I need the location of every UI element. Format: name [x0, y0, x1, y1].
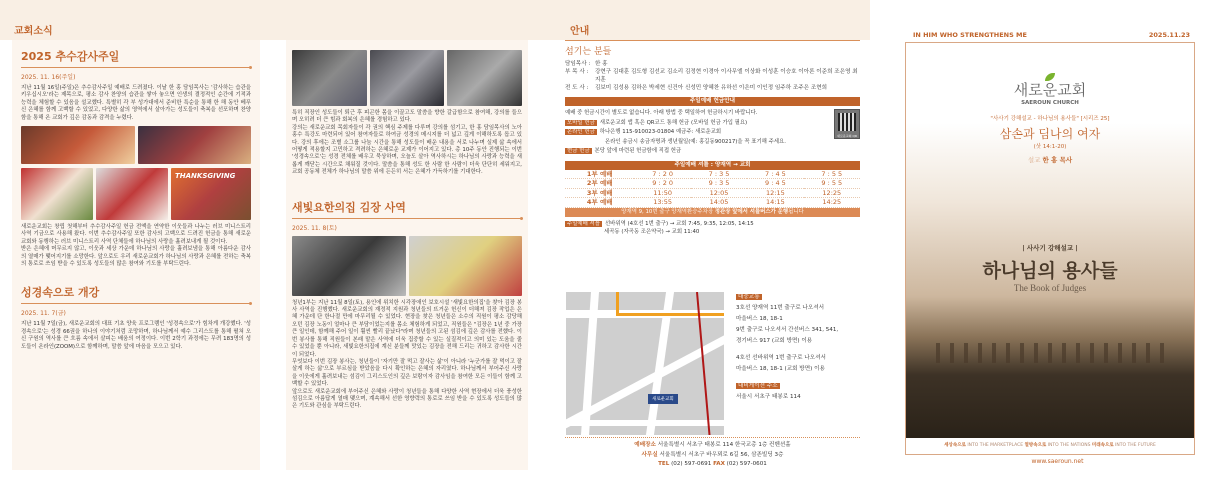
vision-en: INTO THE NATIONS — [1046, 443, 1092, 448]
service-name: 4부 예배 — [565, 198, 634, 208]
departure-time: 14:15 — [747, 198, 803, 208]
cover-page — [870, 0, 1220, 478]
news-column-2 — [286, 40, 528, 470]
transit-line: 마을버스 18, 18-1 — [736, 316, 783, 322]
info-section-title: 안내 — [570, 26, 590, 37]
article-title: 성경속으로 개강 — [21, 284, 251, 304]
photo — [171, 168, 251, 220]
info-divider — [565, 40, 860, 41]
article-text: 강의는 새로운교회 목회자들이 각 권의 핵심 주제를 다루며 강의를 섬기고, 한 홍 담임목사의 노아 홍수 특강도 마련되어 있어 참여자들로 하여금 성경의 메시지를 더 넓고 깊게 이해하도록 돕고 있다. 강의 후에는 조별 소그룹 나눔 시간을 통해 성도들이 배운 내용을 서로 나누며 실제 삶 속에서 어떻게 적용할지 고민하고 격려하는 은혜로운 교제가 이어지고 있다. 총 10주 동안 진행되는 이번 '성경속으로'는 성경 전체를 배우고 묵상하며, 오늘도 살아 역사하시는 하나님의 사랑과 능력을 새롭게 깨닫는 시간으로 채워질 것이다. 말씀을 통해 성도 한 사람 한 사람이 더욱 단단히 세워지고, 교회 공동체 전체가 하나님의 말씀 위에 든든히 서는 은혜가 가득하기를 기대한다. — [292, 124, 522, 176]
server-names: 한 홍 — [595, 61, 608, 67]
shuttle-row — [565, 198, 860, 208]
departure-time: 7 : 2 0 — [634, 170, 690, 179]
article-text: 앞으로도 새로운교회에 부어주신 은혜와 사랑이 청년들을 통해 다양한 사역 현장에서 더욱 풍성한 섬김으로 아름답게 열매 맺으며, 계속해서 선한 영향력의 통로로 쓰임 받을 수 있도록 성도들의 많은 기도와 관심을 부탁드린다. — [292, 388, 522, 410]
transit-line: 4호선 선바위역 1번 출구로 나오셔서 — [736, 355, 826, 361]
contact-footer — [565, 437, 860, 470]
article-title: 2025 추수감사주일 — [21, 48, 251, 68]
offering-tag: 모바일 헌금 — [567, 119, 595, 126]
shuttle2-line: 선바위역 (4호선 1번 출구) → 교회 7:45, 9:35, 12:05, 14:15 — [604, 220, 754, 227]
photo — [447, 50, 522, 106]
church-logo: 새로운교회 — [1013, 81, 1087, 99]
church-marker: 새로운교회 — [648, 394, 678, 404]
departure-time: 12:25 — [804, 188, 860, 198]
departure-time: 9 : 4 5 — [747, 179, 803, 189]
label: 사무실 — [641, 451, 658, 458]
photo — [370, 50, 445, 106]
info-panel — [565, 44, 860, 237]
servers-title: 섬기는 분들 — [565, 47, 612, 57]
photo — [292, 236, 406, 296]
vision-en: INTO THE FUTURE — [1113, 443, 1156, 448]
transit-line: 경기버스 917 (교회 방면) 이용 — [736, 338, 813, 344]
departure-time: 13:55 — [634, 198, 690, 208]
cover-motto: IN HIM WHO STRENGTHENS ME — [913, 31, 1027, 39]
photo-caption: THANKSGIVING — [175, 172, 236, 181]
worship-address: 서울특별시 서초구 태봉로 114 한국교총 1층 컨벤션홀 — [655, 442, 791, 448]
article-date: 2025. 11. 16(주일) — [21, 74, 76, 81]
notice-highlight: 정관장 앞에서 셔틀버스가 운행 — [714, 208, 789, 215]
server-row — [565, 84, 860, 92]
article-date: 2025. 11. 8(토) — [292, 224, 337, 232]
article-text: 특히 직장인 성도들이 퇴근 후 피곤한 몸을 이끌고도 말씀을 향한 갈급함으로 참여해, 강의를 들으며 오히려 더 큰 힘과 회복의 은혜를 경험하고 있다. — [292, 110, 522, 124]
preacher: 한 홍 목사 — [1042, 156, 1073, 164]
sermon-title: 삼손과 딤나의 여자 — [999, 127, 1101, 141]
departure-time: 14:05 — [691, 198, 747, 208]
transit-line: 마을버스 18, 18-1 (교회 방면) 이용 — [736, 366, 825, 372]
transit-tag: 대중교통 — [738, 294, 760, 300]
departure-time: 7 : 5 5 — [804, 170, 860, 179]
departure-time: 12:15 — [747, 188, 803, 198]
shuttle2-tag: 주일예배 셔틀 — [567, 220, 600, 227]
directions — [736, 292, 866, 403]
vision-ko: 세상속으로 — [944, 443, 966, 448]
label: 예배장소 — [634, 442, 656, 448]
departure-time: 7 : 3 5 — [691, 170, 747, 179]
vision-en: INTO THE MARKETPLACE — [965, 443, 1025, 448]
offering-text: 본당 앞에 마련된 헌금함에 직접 헌금 — [594, 148, 682, 154]
photo — [21, 168, 93, 220]
offering-method — [565, 138, 860, 147]
offering-method — [565, 119, 860, 128]
article-text: 무엇보다 이번 김장 봉사는, 청년들이 '자기만 잘 먹고 잘사는 삶'이 아니라 '누군가를 잘 먹이고 잘 살게 하는 삶'으로 부르심을 받았음을 다시 확인하는 은혜의 자리였다. 하나님께서 부어주신 사랑을 이웃에게 흘려보내는 섬김이 그리스도인의 깊은 보람이자 감사임을 참여한 모든 이들이 함께 고백할 수 있었다. — [292, 358, 522, 388]
warriors-silhouette — [926, 343, 1174, 363]
nav-tag: 내비게이션 주소 — [738, 383, 778, 389]
service-name: 1부 예배 — [565, 170, 634, 179]
qr-label: 새로운교회 QR — [837, 134, 857, 138]
preacher-label: 설교 — [1027, 156, 1041, 164]
shuttle-row — [565, 188, 860, 198]
departure-time: 9 : 3 5 — [691, 179, 747, 189]
tel: (02) 597-0691 — [669, 461, 714, 467]
label: TEL — [658, 461, 670, 467]
shuttle-row — [565, 179, 860, 189]
location-map[interactable] — [566, 292, 724, 435]
shuttle-table — [565, 170, 860, 208]
transit-line: 9번 출구로 나오셔서 간선버스 341, 541, — [736, 327, 839, 333]
qr-code[interactable] — [834, 109, 860, 139]
offering-method — [565, 147, 860, 156]
offering-tag: 현금 헌금 — [567, 148, 590, 154]
series-subtitle: The Book of Judges — [1013, 283, 1087, 293]
departure-time: 11:50 — [634, 188, 690, 198]
server-role: 부 목 사 : — [565, 69, 589, 75]
church-logo-en: SAEROUN CHURCH — [1021, 100, 1079, 106]
departure-time: 9 : 5 5 — [804, 179, 860, 189]
departure-time: 12:05 — [691, 188, 747, 198]
server-row — [565, 68, 860, 84]
shuttle-row — [565, 170, 860, 179]
vision-statement — [906, 442, 1194, 448]
article-title: 새빛요한의집 김장 사역 — [292, 199, 522, 219]
offering-tag: 온라인 헌금 — [567, 129, 595, 135]
nav-address: 서울시 서초구 태봉로 114 — [736, 394, 801, 400]
news-column-1 — [12, 40, 260, 470]
shuttle-notice — [565, 208, 860, 217]
server-names: 강현구 김대훈 김도형 김선교 김소리 김정현 이경아 이사무엘 이상화 이성훈 이승호 이아론 이준희 조은영 최지훈 — [595, 69, 858, 83]
service-name: 2부 예배 — [565, 179, 634, 189]
article-text: 새로운교회는 창립 첫해부터 추수감사주일 헌금 전액을 연약한 이웃들과 나누는 러브 미니스트리 사역 기금으로 사용해 왔다. 이번 추수감사주일 또한 감사의 고백으로 드려진 헌금을 통해 새로운교회와 동행하는 러브 미니스트리 사역 단체들에 하나님의 사랑을 흘려보내게 될 것이다. — [21, 224, 251, 245]
transit-line: 3호선 양재역 11번 출구로 나오셔서 — [736, 305, 825, 311]
article-text: 지난 11월 16일(주일)은 추수감사주일 예배로 드려졌다. 이날 한 홍 담임목사는 '감사하는 습관을 키우십시오'라는 제목으로, 평소 감사 찬양의 습관을 쌓아 놓으면 인생의 결정적인 순간에 기적과 능력을 체험할 수 있음을 설교했다. 특별히 각 부 성가대에서 준비한 특순을 통해 한 해 동안 베푸신 은혜를 함께 고백할 수 있었고, 다양한 삶의 영역에서 살아가는 성도들이 축복을 선포하며 찬양함을 통해 온 교회가 깊은 감동과 감격을 누렸다. — [21, 85, 251, 121]
series-name: "사사기 강해설교 - 하나님의 용사들" [시리즈 25] — [990, 116, 1110, 122]
offering-intro: 예배 중 헌금시간이 별도로 없습니다. 아래 방법 중 택일하여 헌금하시기 바랍니다. — [565, 110, 758, 116]
cover-frame — [905, 42, 1195, 455]
service-name: 3부 예배 — [565, 188, 634, 198]
departure-time: 7 : 4 5 — [747, 170, 803, 179]
article-text: 청년1부는 지난 11월 8일(토), 용인에 위치한 시각장애인 보호시설 '새빛요한의집'을 찾아 김장 봉사 사역을 진행했다. 새로운교회의 재정적 지원과 청년들의 뜨거운 헌신이 더해져 김장 작업은 은혜 가운데 단 한나절 만에 마무리될 수 있었다. 현장을 찾은 청년들은 소수의 직원이 평소 감당해 오던 김장 노동이 얼마나 큰 부담이었는지를 몸소 체험하게 되었고, 직원들은 "김장은 1년 중 가장 큰 일인데, 함께해 주어 일이 훨씬 빨리 끝났다"라며 청년들의 고된 섬김에 깊은 감사를 전했다. 이번 봉사를 통해 직원들이 본래 맡은 사역에 더욱 집중할 수 있는 실질적이고 의미 있는 도움을 줄 수 있었을 뿐 아니라, 새빛요한의집에 계신 분들께 맛있는 김장을 전해 드리는 귀하고 감사한 시간이 되었다. — [292, 299, 522, 358]
departure-time: 9 : 2 0 — [634, 179, 690, 189]
departure-time: 14:25 — [804, 198, 860, 208]
shuttle2-line: 세곡동 (자곡동 조은약국) → 교회 11:40 — [604, 229, 700, 235]
shuttle-title: 주일예배 셔틀 : 양재역 → 교회 — [565, 161, 860, 170]
fax: (02) 597-0601 — [724, 461, 767, 467]
server-role: 담임목사 : — [565, 61, 591, 67]
vision-ko: 열방속으로 — [1024, 443, 1047, 448]
scripture: (삿 14:1-20) — [1033, 144, 1067, 150]
offering-text: 하나은행 115-910023-01804 예금주: 새로운교회 — [599, 129, 722, 135]
photo — [409, 236, 523, 296]
server-role: 전 도 사 : — [565, 85, 589, 91]
photo — [138, 126, 252, 164]
news-header-band — [0, 0, 530, 40]
server-names: 김보미 김성용 김하은 박세현 신건아 신성민 양혜찬 유하선 이은미 이인정 임주하 조주은 조현희 — [595, 85, 828, 91]
label: FAX — [713, 461, 725, 467]
article-text: 지난 11월 7일(금), 새로운교회의 대표 기초 양육 프로그램인 '성경속으로'가 힘차게 개강했다. '성경속으로'는 성경 66권을 하나의 이야기처럼 조망하며, 하나님께서 예수 그리스도를 통해 펼쳐 오신 구원의 역사를 큰 흐름 속에서 살피는 배움의 여정이다. 이번 2학기 과정에는 무려 183명의 성도들이 온라인(ZOOM)으로 함께하며, 말씀 앞에 마음을 모으고 있다. — [21, 321, 251, 350]
article-text: 받은 은혜에 머무르지 않고, 이웃과 세상 가운데 하나님의 사랑을 흘려보냄을 통해 아름다운 감사의 열매가 맺어지기를 소망한다. 앞으로도 우리 새로운교회가 하나님의 사랑과 은혜를 전하는 축복의 통로로 쓰임 받을 수 있도록 성도들의 많은 참여와 기도를 부탁드린다. — [21, 246, 251, 268]
vision-ko: 미래속으로 — [1091, 443, 1114, 448]
photo — [292, 50, 367, 106]
office-address: 서울특별시 서초구 바우뫼로 6길 56, 삼존빌딩 3층 — [657, 451, 784, 458]
offering-title: 주일예배 헌금안내 — [565, 97, 860, 106]
website-link[interactable]: www.saeroun.net — [1031, 458, 1084, 465]
cover-date: 2025.11.23 — [1148, 31, 1190, 39]
series-big-title: 하나님의 용사들 — [982, 260, 1118, 282]
notice-text: 됩니다 — [788, 208, 804, 215]
offering-text: 새로운교회 앱 혹은 QR코드 통해 헌금 (모바일 헌금 가입 필요) — [599, 119, 748, 126]
news-section-title: 교회소식 — [14, 26, 53, 37]
notice-text: 양재역 9, 10번 출구 양재역환승주차장 — [621, 208, 715, 215]
server-row — [565, 60, 860, 68]
offering-text: 온라인 송금시 송금자명과 생년월일(예: 홍길동900217)을 꼭 표기해 주세요. — [605, 138, 786, 145]
offering-method — [565, 128, 860, 137]
photo — [21, 126, 135, 164]
article-date: 2025. 11. 7(금) — [21, 310, 66, 318]
series-label: | 사사기 강해설교 | — [1022, 244, 1078, 252]
photo — [96, 168, 168, 220]
